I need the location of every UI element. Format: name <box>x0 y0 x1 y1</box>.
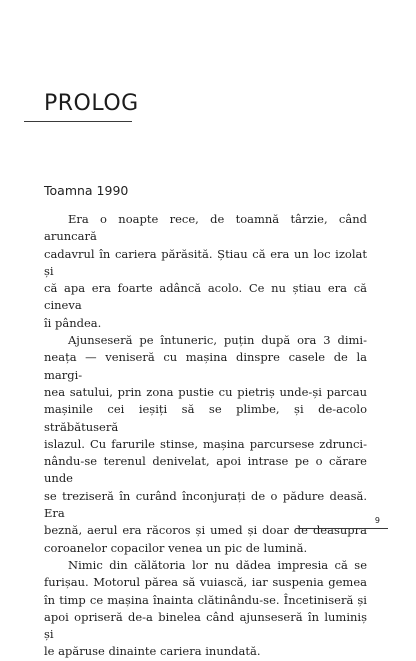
text-line: mașinile cei ieșiți să se plimbe, și de-acolo străbătuseră <box>44 402 367 434</box>
text-line: islazul. Cu farurile stinse, mașina parcursese zdrunci- <box>44 436 367 451</box>
text-line: în timp ce mașina înainta clătinându-se. Încetiniseră și <box>44 592 367 607</box>
text-line: că apa era foarte adâncă acolo. Ce nu știau era că cineva <box>44 281 367 313</box>
text-line: Ajunseseră pe întuneric, puțin după ora 3 dimi- <box>68 333 367 348</box>
body-text <box>44 211 367 661</box>
chapter-title: PROLOG <box>44 91 139 116</box>
paragraph <box>44 557 367 661</box>
paragraph <box>44 332 367 557</box>
text-line: coroanelor copacilor venea un pic de lumină. <box>44 540 308 555</box>
text-line: nea satului, prin zona pustie cu pietriș unde-și parcau <box>44 384 367 399</box>
title-rule <box>24 121 132 122</box>
footer-rule <box>296 528 388 529</box>
text-line: furișau. Motorul părea să vuiască, iar suspenia gemea <box>44 575 367 590</box>
text-line: îi pândea. <box>44 315 102 330</box>
text-line: beznă, aerul era răcoros și umed și doar de deasupra <box>44 523 367 538</box>
chapter-date: Toamna 1990 <box>44 183 129 198</box>
text-line: le apăruse dinainte cariera inundată. <box>44 644 261 659</box>
page-number: 9 <box>374 516 380 525</box>
text-line: nându-se terenul denivelat, apoi intrase pe o cărare unde <box>44 454 367 486</box>
text-line: Nimic din călătoria lor nu dădea impresia că se <box>68 557 367 572</box>
text-line: Era o noapte rece, de toamnă târzie, când aruncară <box>44 212 367 244</box>
text-line: apoi opriseră de-a binelea când ajunseseră în luminiș și <box>44 609 367 642</box>
text-line: se treziseră în curând înconjurați de o pădure deasă. Era <box>44 488 367 521</box>
text-line: cadavrul în cariera părăsită. Știau că era un loc izolat și <box>44 246 367 278</box>
text-line: neața — veniseră cu mașina dinspre casele de la margi- <box>44 350 367 382</box>
paragraph <box>44 211 367 332</box>
